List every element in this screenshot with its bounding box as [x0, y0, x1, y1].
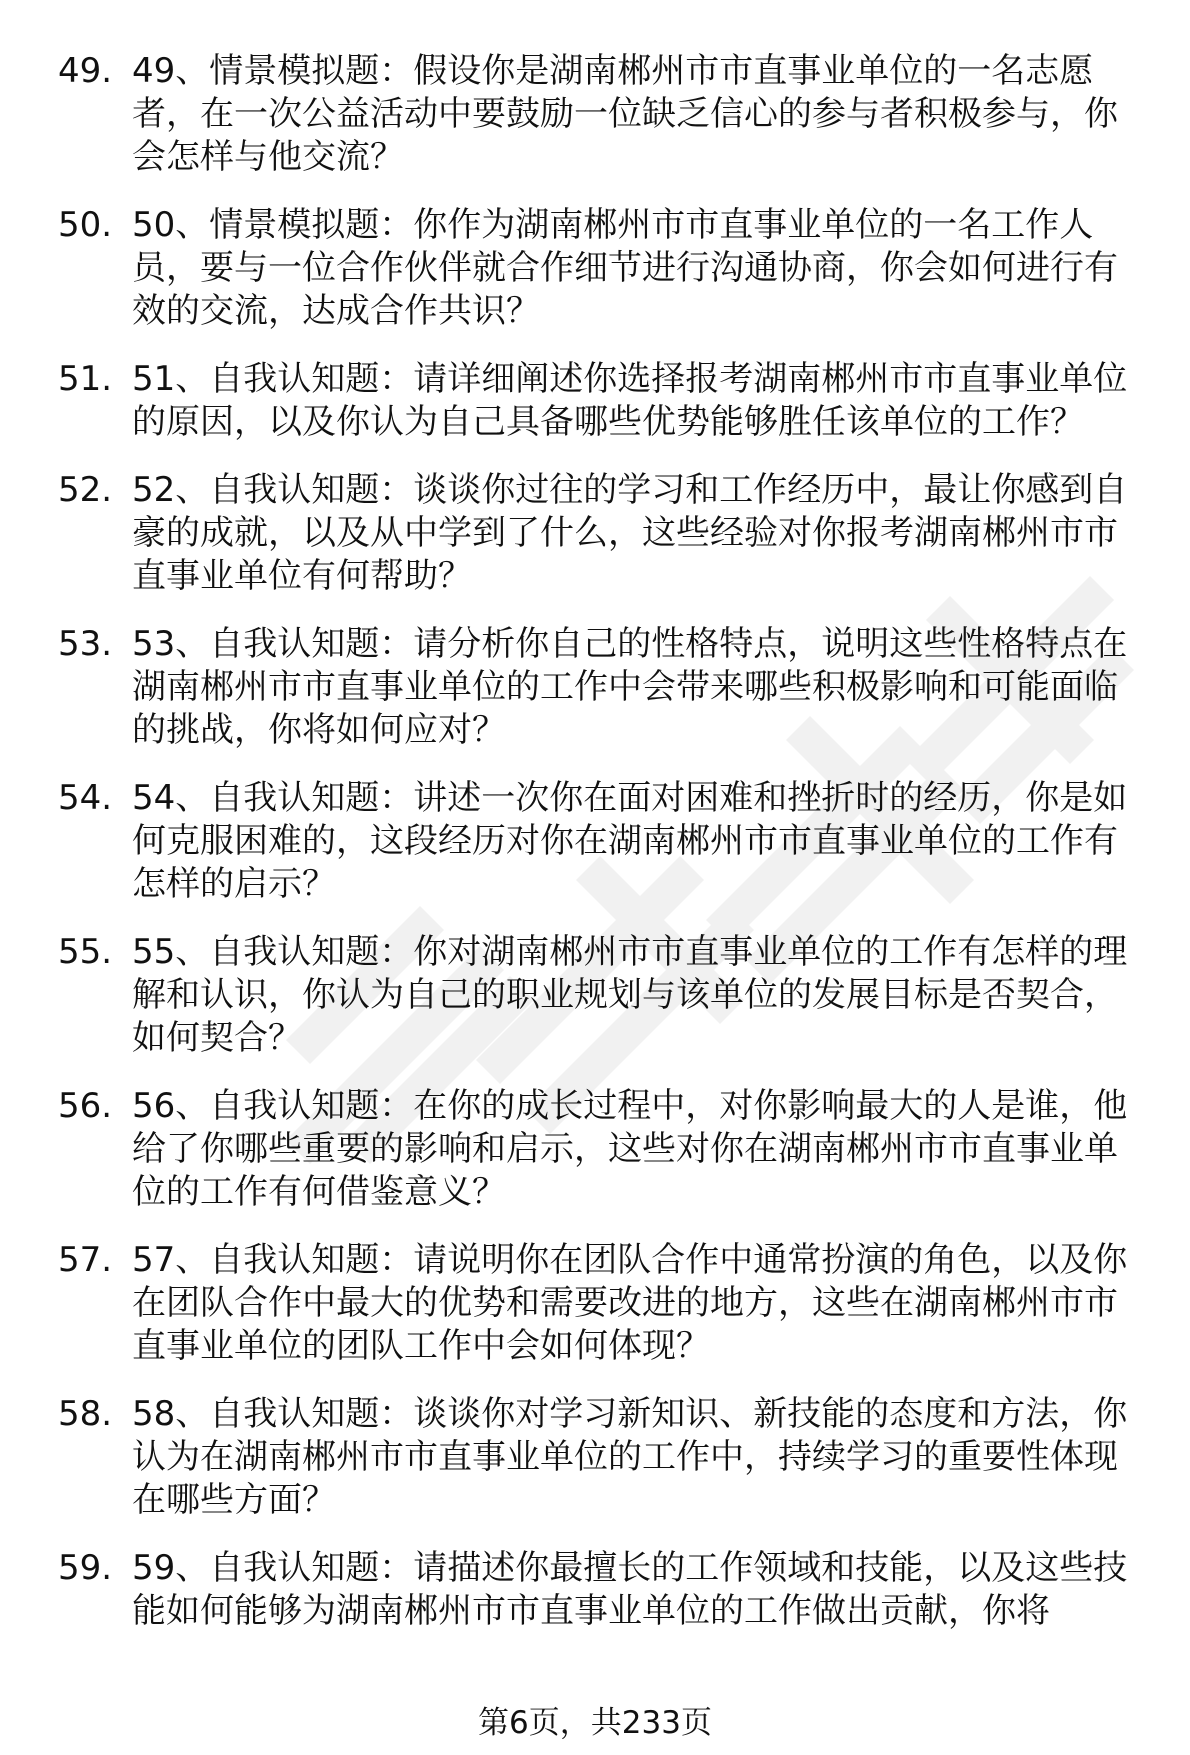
question-number: 58.	[58, 1394, 113, 1434]
question-item-52	[0, 469, 1190, 598]
question-text: 51、自我认知题：请详细阐述你选择报考湖南郴州市市直事业单位的原因，以及你认为自己具备哪些优势能够胜任该单位的工作？	[132, 359, 1128, 442]
question-item-56	[0, 1085, 1190, 1214]
question-item-51	[0, 358, 1190, 444]
question-text: 55、自我认知题：你对湖南郴州市市直事业单位的工作有怎样的理解和认识，你认为自己的职业规划与该单位的发展目标是否契合，如何契合？	[132, 932, 1128, 1058]
question-item-59	[0, 1547, 1190, 1633]
question-number: 57.	[58, 1240, 113, 1280]
question-text: 58、自我认知题：谈谈你对学习新知识、新技能的态度和方法，你认为在湖南郴州市市直事业单位的工作中，持续学习的重要性体现在哪些方面？	[132, 1394, 1128, 1520]
question-number: 54.	[58, 778, 113, 818]
question-item-58	[0, 1393, 1190, 1522]
question-text: 56、自我认知题：在你的成长过程中，对你影响最大的人是谁，他给了你哪些重要的影响和启示，这些对你在湖南郴州市市直事业单位的工作有何借鉴意义？	[132, 1086, 1128, 1212]
question-item-55	[0, 931, 1190, 1060]
page-number-footer: 第6页，共233页	[478, 1705, 712, 1741]
question-number: 49.	[58, 51, 113, 91]
question-number: 51.	[58, 359, 113, 399]
question-number: 50.	[58, 205, 113, 245]
question-number: 53.	[58, 624, 113, 664]
question-text: 50、情景模拟题：你作为湖南郴州市市直事业单位的一名工作人员，要与一位合作伙伴就合作细节进行沟通协商，你会如何进行有效的交流，达成合作共识？	[132, 205, 1118, 331]
question-text: 59、自我认知题：请描述你最擅长的工作领域和技能，以及这些技能如何能够为湖南郴州市市直事业单位的工作做出贡献，你将	[132, 1548, 1128, 1631]
question-item-50	[0, 204, 1190, 333]
question-item-54	[0, 777, 1190, 906]
question-number: 55.	[58, 932, 113, 972]
question-text: 49、情景模拟题：假设你是湖南郴州市市直事业单位的一名志愿者，在一次公益活动中要鼓励一位缺乏信心的参与者积极参与，你会怎样与他交流？	[132, 51, 1118, 177]
question-number: 59.	[58, 1548, 113, 1588]
question-list	[0, 50, 1190, 1658]
question-text: 57、自我认知题：请说明你在团队合作中通常扮演的角色，以及你在团队合作中最大的优势和需要改进的地方，这些在湖南郴州市市直事业单位的团队工作中会如何体现？	[132, 1240, 1128, 1366]
question-item-49	[0, 50, 1190, 179]
question-text: 54、自我认知题：讲述一次你在面对困难和挫折时的经历，你是如何克服困难的，这段经历对你在湖南郴州市市直事业单位的工作有怎样的启示？	[132, 778, 1128, 904]
question-item-57	[0, 1239, 1190, 1368]
question-text: 53、自我认知题：请分析你自己的性格特点，说明这些性格特点在湖南郴州市市直事业单位的工作中会带来哪些积极影响和可能面临的挑战，你将如何应对？	[132, 624, 1128, 750]
question-text: 52、自我认知题：谈谈你过往的学习和工作经历中，最让你感到自豪的成就，以及从中学到了什么，这些经验对你报考湖南郴州市市直事业单位有何帮助？	[132, 470, 1128, 596]
question-number: 56.	[58, 1086, 113, 1126]
question-item-53	[0, 623, 1190, 752]
question-number: 52.	[58, 470, 113, 510]
